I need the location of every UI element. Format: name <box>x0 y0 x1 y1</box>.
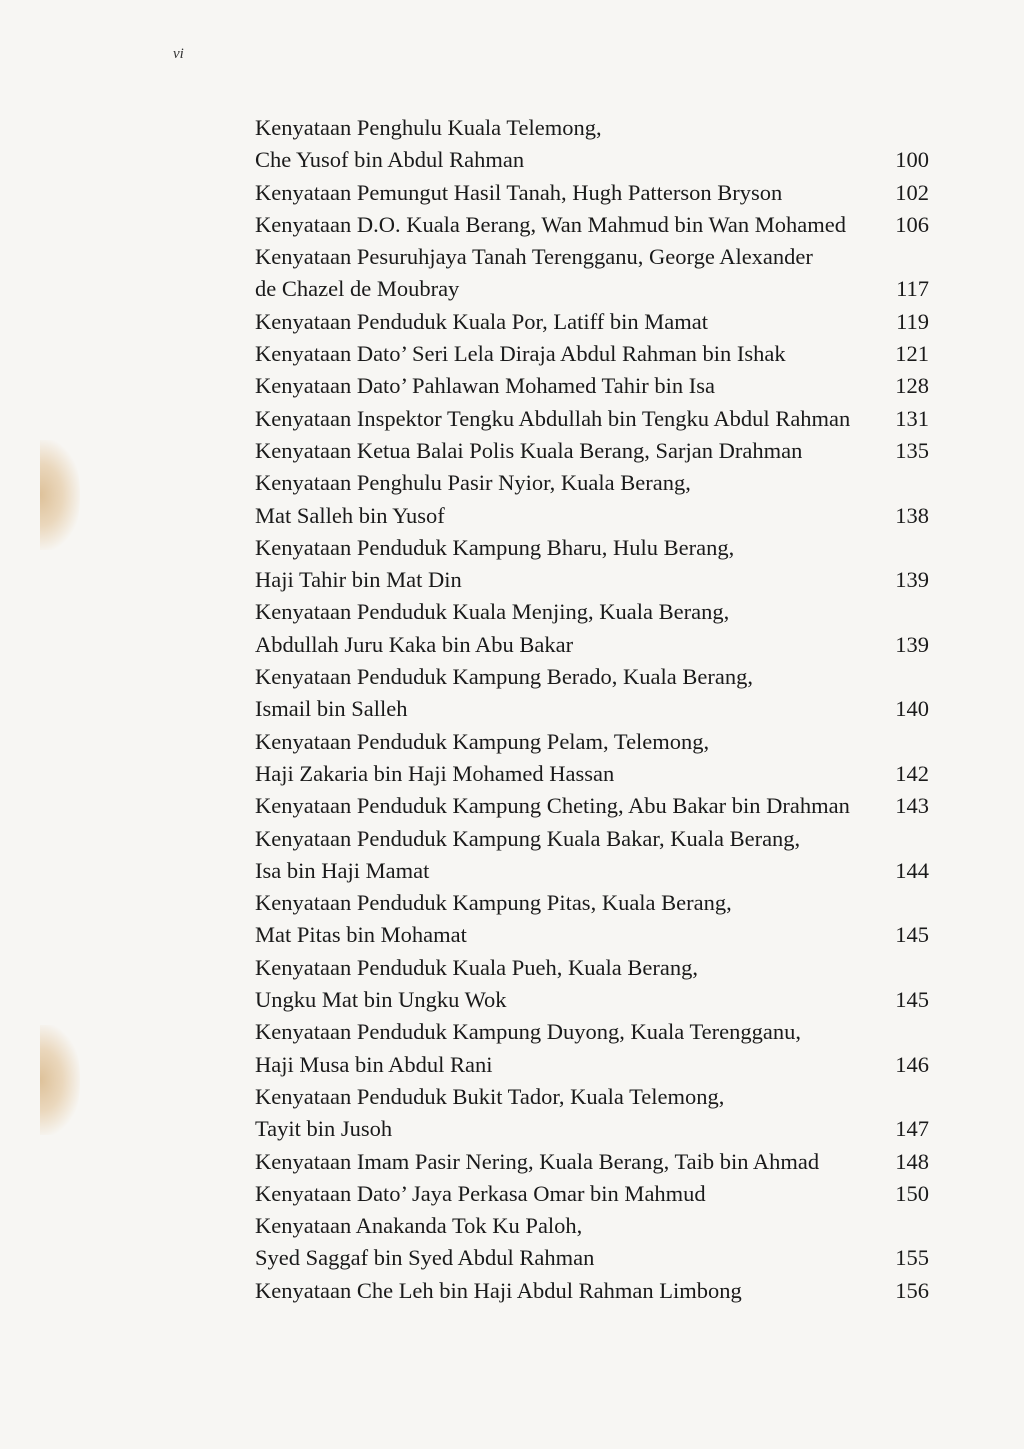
toc-entry-text: Kenyataan Pesuruhjaya Tanah Terengganu, George Alexander <box>255 244 813 270</box>
toc-entry-text: Kenyataan Penduduk Kampung Duyong, Kuala Terengganu, <box>255 1019 801 1045</box>
toc-entry-text: Mat Pitas bin Mohamat <box>255 922 467 948</box>
toc-page-number: 142 <box>895 760 929 786</box>
toc-page-number: 119 <box>896 308 929 334</box>
toc-entry-text: Kenyataan Penghulu Kuala Telemong, <box>255 115 602 140</box>
page-number: vi <box>173 46 184 62</box>
toc-entry-text: Syed Saggaf bin Syed Abdul Rahman <box>255 1245 595 1271</box>
toc-entry <box>255 338 935 370</box>
toc-entry-text: Kenyataan Ketua Balai Polis Kuala Berang, Sarjan Drahman <box>255 437 803 463</box>
toc-entry-text: Kenyataan Pemungut Hasil Tanah, Hugh Patterson Bryson <box>255 179 783 205</box>
toc-page-number: 144 <box>895 857 929 883</box>
toc-entry <box>255 1178 935 1210</box>
toc-entry-text: Abdullah Juru Kaka bin Abu Bakar <box>255 631 574 657</box>
toc-entry <box>255 887 935 952</box>
table-of-contents <box>255 112 935 1307</box>
toc-page-number: 131 <box>895 405 929 431</box>
toc-entry <box>255 952 935 1017</box>
toc-entry <box>255 209 935 241</box>
toc-entry <box>255 1146 935 1178</box>
toc-entry <box>255 241 935 306</box>
toc-entry <box>255 1210 935 1275</box>
toc-entry-text: Tayit bin Jusoh <box>255 1116 393 1142</box>
toc-entry <box>255 467 935 532</box>
toc-entry <box>255 403 935 435</box>
toc-page-number: 139 <box>895 567 929 593</box>
toc-page-number: 156 <box>895 1277 929 1303</box>
toc-entry <box>255 1275 935 1307</box>
toc-entry-text: Kenyataan Penduduk Kampung Bharu, Hulu Berang, <box>255 534 735 560</box>
toc-entry-text: Kenyataan D.O. Kuala Berang, Wan Mahmud bin Wan Mohamed <box>255 211 847 237</box>
toc-page-number: 145 <box>895 987 929 1013</box>
toc-entry-text: Haji Tahir bin Mat Din <box>255 567 462 593</box>
toc-entry-text: Kenyataan Penduduk Kampung Pelam, Telemong, <box>255 728 710 754</box>
toc-page-number: 147 <box>895 1116 929 1142</box>
toc-entry-text: Kenyataan Imam Pasir Nering, Kuala Berang, Taib bin Ahmad <box>255 1148 820 1174</box>
toc-page-number: 148 <box>895 1148 929 1174</box>
toc-entry-text: Kenyataan Dato’ Seri Lela Diraja Abdul Rahman bin Ishak <box>255 341 786 367</box>
toc-entry <box>255 1081 935 1146</box>
toc-entry <box>255 726 935 791</box>
toc-entry-text: de Chazel de Moubray <box>255 276 460 302</box>
toc-entry <box>255 661 935 726</box>
toc-entry-text: Kenyataan Dato’ Jaya Perkasa Omar bin Mahmud <box>255 1180 706 1206</box>
toc-page-number: 150 <box>895 1180 929 1206</box>
toc-entry <box>255 177 935 209</box>
toc-entry-text: Mat Salleh bin Yusof <box>255 502 445 528</box>
toc-entry-text: Kenyataan Penduduk Kuala Por, Latiff bin Mamat <box>255 308 708 334</box>
toc-entry-text: Ungku Mat bin Ungku Wok <box>255 987 507 1013</box>
toc-entry-text: Ismail bin Salleh <box>255 696 408 722</box>
toc-page-number: 140 <box>895 696 929 722</box>
toc-entry-text: Kenyataan Penduduk Kuala Menjing, Kuala Berang, <box>255 599 730 625</box>
toc-page-number: 121 <box>895 341 929 367</box>
toc-entry <box>255 596 935 661</box>
toc-entry-text: Kenyataan Dato’ Pahlawan Mohamed Tahir bin Isa <box>255 373 715 399</box>
toc-page-number: 106 <box>895 211 929 237</box>
toc-entry-text: Che Yusof bin Abdul Rahman <box>255 147 525 173</box>
toc-page-number: 128 <box>895 373 929 399</box>
toc-page-number: 117 <box>896 276 929 302</box>
toc-entry <box>255 306 935 338</box>
toc-entry-text: Kenyataan Penduduk Kampung Kuala Bakar, Kuala Berang, <box>255 825 801 851</box>
toc-entry-text: Isa bin Haji Mamat <box>255 857 430 883</box>
toc-entry-text: Kenyataan Penduduk Kampung Berado, Kuala Berang, <box>255 664 753 690</box>
toc-entry-text: Kenyataan Penghulu Pasir Nyior, Kuala Berang, <box>255 470 691 496</box>
toc-entry <box>255 790 935 822</box>
toc-entry-text: Kenyataan Penduduk Bukit Tador, Kuala Telemong, <box>255 1083 725 1109</box>
page-edge-shadow <box>40 1025 80 1135</box>
toc-entry-text: Kenyataan Inspektor Tengku Abdullah bin Tengku Abdul Rahman <box>255 405 851 431</box>
toc-entry-text: Haji Musa bin Abdul Rani <box>255 1051 493 1077</box>
toc-entry-text: Haji Zakaria bin Haji Mohamed Hassan <box>255 760 615 786</box>
toc-entry-text: Kenyataan Penduduk Kampung Pitas, Kuala Berang, <box>255 890 732 916</box>
toc-entry <box>255 1016 935 1081</box>
toc-page-number: 138 <box>895 502 929 528</box>
toc-entry <box>255 112 935 177</box>
page-edge-shadow <box>40 440 80 550</box>
toc-page-number: 139 <box>895 631 929 657</box>
toc-page-number: 143 <box>895 793 929 819</box>
toc-entry-text: Kenyataan Penduduk Kampung Cheting, Abu Bakar bin Drahman <box>255 793 850 819</box>
toc-page-number: 100 <box>895 147 929 173</box>
toc-page-number: 102 <box>895 179 929 205</box>
toc-entry <box>255 370 935 402</box>
toc-entry <box>255 823 935 888</box>
toc-entry <box>255 435 935 467</box>
toc-page-number: 135 <box>895 437 929 463</box>
toc-entry <box>255 532 935 597</box>
toc-entry-text: Kenyataan Che Leh bin Haji Abdul Rahman Limbong <box>255 1277 742 1303</box>
toc-page-number: 146 <box>895 1051 929 1077</box>
toc-entry-text: Kenyataan Penduduk Kuala Pueh, Kuala Berang, <box>255 954 698 980</box>
toc-page-number: 145 <box>895 922 929 948</box>
toc-page-number: 155 <box>895 1245 929 1271</box>
toc-entry-text: Kenyataan Anakanda Tok Ku Paloh, <box>255 1213 583 1239</box>
